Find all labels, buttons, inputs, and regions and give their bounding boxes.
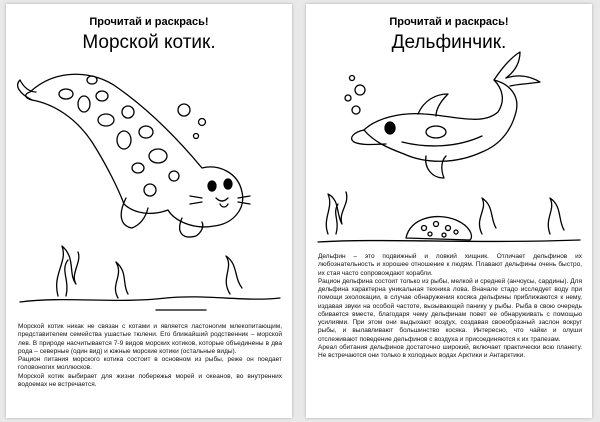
left-paragraph: Морской котик выбирает для жизни побережья морей и океанов, во внутренних водоемах не встречается. [18,372,282,388]
right-page [306,4,592,418]
right-page-title: Дельфинчик. [391,32,507,53]
left-page-kicker: Прочитай и раскрась! [89,16,209,28]
right-page-kicker: Прочитай и раскрась! [389,16,509,28]
right-page-text [318,253,582,360]
right-paragraph: Ареал обитания дельфинов достаточно широкий, включает практически всю планету. Не встречаются они только в холодных водах Арктики и Антарктики. [318,343,582,359]
left-page-text [18,323,282,389]
left-paragraph: Рацион питания морского котика состоит в основном из рыбы, реже он поедает головоногих моллюсков. [18,356,282,372]
right-paragraph: Дельфин – это подвижный и ловкий хищник. Отличает дельфинов их любознательность и хорошее отношение к людям. Плавают дельфины очень быстро, их стая часто сопровождают корабли. [318,253,582,277]
right-paragraph: Рацион дельфина состоит только из рыбы, мелкой и средней (анчоусы, сардины). Для дельфина характерна уникальная техника лова. Вначале стадо исследует воду при помощи эхолокации, в случае обнаружения косяка дельфины приближаются к нему, издавая звуки на особой частоте, вызывающей панику у рыбы. Рыба в свою очередь сбивается вместе, благодаря чему дельфинам повет ее обнаруживать с помощью усилиями. При этом они выдыхают воздух, создавая своеобразный заслон вокруг рыбы, и вылавливают большинство косяка. Интересно, что чайки и олуши отслеживают поведение дельфинов с воздуха и присоединяются к их трапезам. [318,277,582,343]
left-page-title: Морской котик. [82,32,216,53]
seal-illustration [6,48,292,320]
left-page [6,4,292,418]
dolphin-illustration [306,48,592,248]
left-paragraph: Морской котик никак не связан с котами и является ластоногим млекопитающим, представителем семейства ушастые тюлени. Его ближайший родственник – морской лев. В природе насчитывается 7-9 видов морских котиков, которые объединены в два рода – северные (один вид) и южные морские котики (остальные виды). [18,323,282,355]
